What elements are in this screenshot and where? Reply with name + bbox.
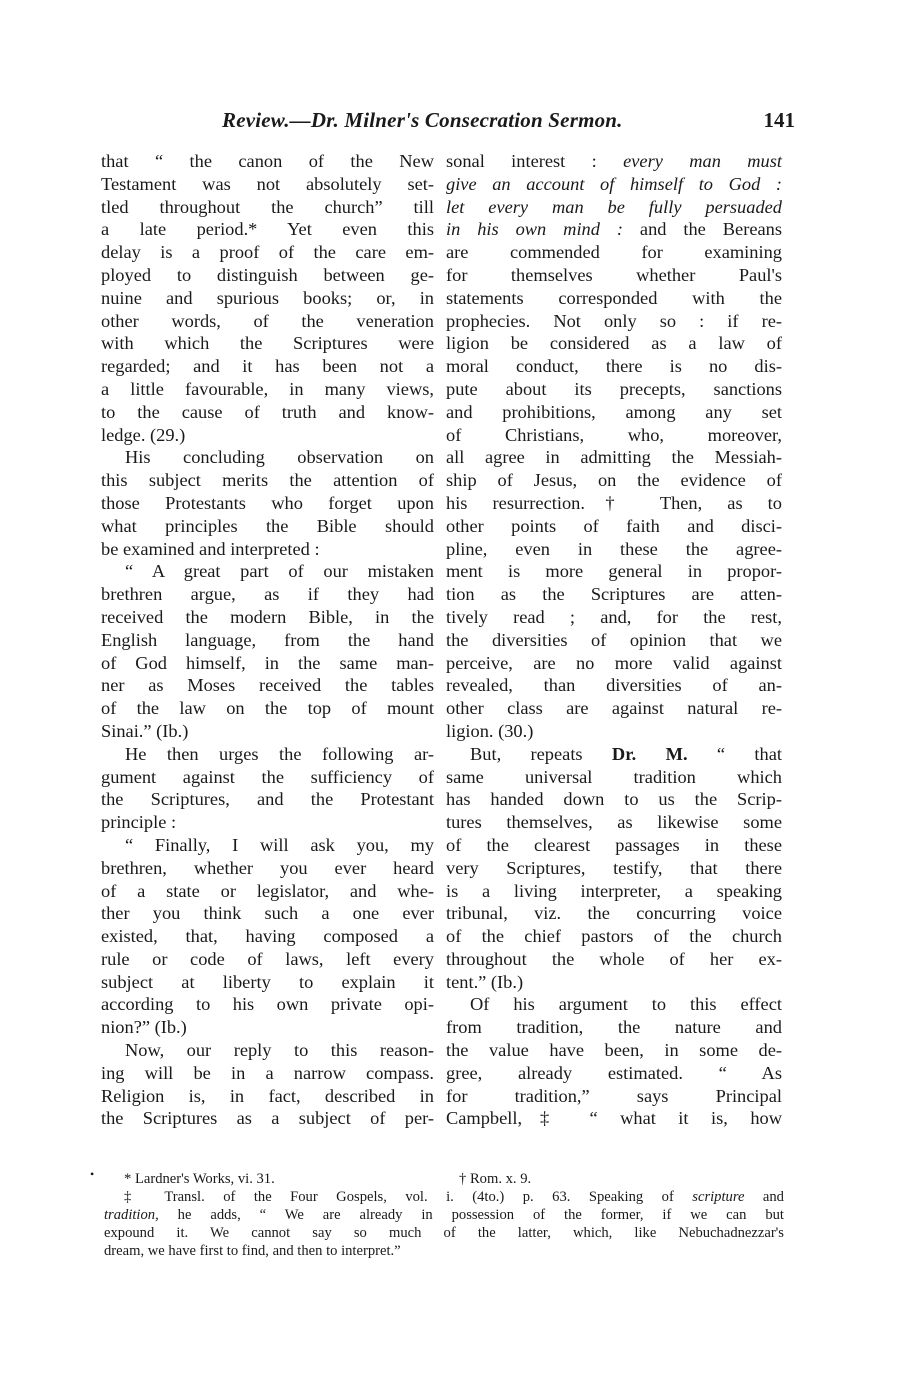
- text-span: throughout the whole of her ex-: [446, 948, 782, 969]
- text-span: Campbell,‡ “ what it is, how: [446, 1108, 782, 1129]
- footnote-line: [104, 1206, 784, 1224]
- footnote-1: * Lardner's Works, vi. 31.: [124, 1171, 275, 1187]
- text-line: gument against the sufficiency of: [101, 766, 434, 787]
- footnote-row: [104, 1170, 784, 1188]
- text-line: existed, that, having composed a: [101, 926, 434, 947]
- text-span: ligion. (30.): [446, 720, 534, 741]
- text-line: [446, 743, 782, 766]
- footnote-line: [104, 1188, 784, 1206]
- text-line: [446, 1016, 782, 1039]
- text-line: [446, 287, 782, 310]
- italic-text: let every man be fully persuaded: [446, 196, 782, 217]
- text-line: [446, 560, 782, 583]
- italic-text: tradition: [104, 1207, 156, 1223]
- text-span: tent.” (Ib.): [446, 971, 524, 992]
- italic-text: give an account of himself to God :: [446, 173, 782, 194]
- text-line: [446, 150, 782, 173]
- page-header: [100, 108, 795, 140]
- text-span: tures themselves, as likewise some: [446, 812, 782, 833]
- page-number: 141: [763, 108, 795, 132]
- text-line: of the law on the top of mount: [101, 698, 434, 719]
- text-span: tion as the Scriptures are atten-: [446, 584, 782, 605]
- text-line: Religion is, in fact, described in: [101, 1085, 434, 1106]
- text-line: [446, 378, 782, 401]
- text-line: [446, 971, 782, 994]
- text-line: [446, 902, 782, 925]
- text-line: ther you think such a one ever: [101, 903, 434, 924]
- text-line: [446, 697, 782, 720]
- text-line: to the cause of truth and know-: [101, 401, 434, 422]
- text-line: [446, 880, 782, 903]
- text-span: “ that: [687, 743, 782, 764]
- text-span: for themselves whether Paul's: [446, 264, 782, 285]
- text-span: the value have been, in some de-: [446, 1040, 782, 1061]
- text-line: rule or code of laws, left every: [101, 948, 434, 969]
- text-span: are commended for examining: [446, 242, 782, 263]
- text-line: [446, 811, 782, 834]
- text-line: received the modern Bible, in the: [101, 606, 434, 627]
- text-span: for tradition,” says Principal: [446, 1085, 782, 1106]
- text-line: of a state or legislator, and whe-: [101, 880, 434, 901]
- text-line: [446, 492, 782, 515]
- text-line: [446, 652, 782, 675]
- text-line: [446, 218, 782, 241]
- text-span: has handed down to us the Scrip-: [446, 789, 782, 810]
- text-line: [446, 993, 782, 1016]
- text-line: [446, 788, 782, 811]
- text-line: [446, 241, 782, 264]
- text-line: [446, 424, 782, 447]
- text-span: moral conduct, there is no dis-: [446, 356, 782, 377]
- text-line: a little favourable, in many views,: [101, 378, 434, 399]
- running-title: Review.—Dr. Milner's Consecration Sermon.: [222, 108, 623, 132]
- text-line: ner as Moses received the tables: [101, 675, 434, 696]
- text-line: nion?” (Ib.): [101, 1017, 187, 1038]
- text-span: ment is more general in propor-: [446, 561, 782, 582]
- text-line: [446, 857, 782, 880]
- text-span: ‡ Transl. of the Four Gospels, vol. i. (4to.) p. 63. Speaking of: [124, 1189, 693, 1205]
- text-line: [446, 538, 782, 561]
- footnotes: [104, 1170, 784, 1260]
- text-line: of God himself, in the same man-: [101, 652, 434, 673]
- text-line: [446, 196, 782, 219]
- text-line: what principles the Bible should: [101, 515, 434, 536]
- text-span: same universal tradition which: [446, 766, 782, 787]
- text-line: the Scriptures as a subject of per-: [101, 1108, 434, 1129]
- text-span: But, repeats: [470, 743, 612, 764]
- text-line: tled throughout the church” till: [101, 196, 434, 217]
- text-line: [446, 629, 782, 652]
- text-span: other class are against natural re-: [446, 698, 782, 719]
- text-line: ledge. (29.): [101, 424, 186, 445]
- text-line: [446, 1107, 782, 1130]
- italic-text: scripture: [692, 1189, 745, 1205]
- text-line: principle :: [101, 812, 177, 833]
- text-line: [446, 332, 782, 355]
- footnote-2: † Rom. x. 9.: [459, 1171, 532, 1187]
- text-line: “ A great part of our mistaken: [125, 561, 434, 582]
- text-line: English language, from the hand: [101, 629, 434, 650]
- text-span: sonal interest :: [446, 151, 624, 171]
- text-span: Of his argument to this effect: [470, 994, 782, 1015]
- footnote-line: [104, 1224, 784, 1242]
- left-column: [101, 150, 434, 1130]
- text-span: dream, we have first to find, and then to interpret.”: [104, 1243, 401, 1259]
- text-span: tribunal, viz. the concurring voice: [446, 903, 782, 924]
- footnote-line: [104, 1242, 784, 1260]
- text-line: other words, of the veneration: [101, 310, 434, 331]
- text-line: Sinai.” (Ib.): [101, 720, 189, 741]
- text-line: Now, our reply to this reason-: [125, 1040, 434, 1061]
- text-span: other points of faith and disci-: [446, 515, 782, 536]
- text-span: very Scriptures, testify, that there: [446, 857, 782, 878]
- text-span: gree, already estimated. “ As: [446, 1062, 782, 1083]
- text-span: from tradition, the nature and: [446, 1017, 782, 1038]
- text-line: [446, 583, 782, 606]
- text-line: the Scriptures, and the Protestant: [101, 789, 434, 810]
- text-line: “ Finally, I will ask you, my: [125, 834, 434, 855]
- text-line: that “ the canon of the New: [101, 151, 434, 171]
- margin-mark: •: [90, 1167, 95, 1181]
- text-line: [446, 948, 782, 971]
- text-span: tively read ; and, for the rest,: [446, 606, 782, 627]
- text-line: [446, 925, 782, 948]
- text-span: all agree in admitting the Messiah-: [446, 447, 782, 468]
- text-span: perceive, are no more valid against: [446, 652, 782, 673]
- text-line: nuine and spurious books; or, in: [101, 287, 434, 308]
- text-span: pline, even in these the agree-: [446, 538, 782, 559]
- text-line: [446, 606, 782, 629]
- text-line: Testament was not absolutely set-: [101, 173, 434, 194]
- text-line: ing will be in a narrow compass.: [101, 1062, 434, 1083]
- text-line: those Protestants who forget upon: [101, 492, 434, 513]
- text-line: regarded; and it has been not a: [101, 356, 434, 377]
- text-line: with which the Scriptures were: [101, 333, 434, 354]
- text-line: [446, 1062, 782, 1085]
- text-span: of the clearest passages in these: [446, 834, 782, 855]
- text-span: and: [744, 1189, 784, 1205]
- text-line: be examined and interpreted :: [101, 538, 320, 559]
- text-line: [446, 834, 782, 857]
- text-line: [446, 173, 782, 196]
- italic-text: every man must: [623, 151, 782, 171]
- text-line: [446, 469, 782, 492]
- bold-text: Dr. M.: [611, 743, 688, 764]
- text-span: ligion be considered as a law of: [446, 333, 782, 354]
- text-span: ship of Jesus, on the evidence of: [446, 470, 782, 491]
- text-line: brethren argue, as if they had: [101, 584, 434, 605]
- italic-text: in his own mind :: [446, 219, 623, 240]
- text-span: statements corresponded with the: [446, 287, 782, 308]
- text-line: a late period.* Yet even this: [101, 219, 434, 240]
- text-line: [446, 720, 782, 743]
- text-span: pute about its precepts, sanctions: [446, 378, 782, 399]
- text-span: of the chief pastors of the church: [446, 926, 782, 947]
- text-line: subject at liberty to explain it: [101, 971, 434, 992]
- text-line: [446, 674, 782, 697]
- text-line: [446, 310, 782, 333]
- text-line: this subject merits the attention of: [101, 470, 434, 491]
- text-span: and the Bereans: [623, 219, 782, 240]
- text-line: [446, 264, 782, 287]
- text-span: revealed, than diversities of an-: [446, 675, 782, 696]
- text-line: brethren, whether you ever heard: [101, 857, 434, 878]
- text-span: expound it. We cannot say so much of the latter, which, like Nebuchadnezzar's: [104, 1225, 784, 1241]
- text-span: prophecies. Not only so : if re-: [446, 310, 782, 331]
- text-span: of Christians, who, moreover,: [446, 424, 782, 445]
- text-line: [446, 766, 782, 789]
- text-line: [446, 1039, 782, 1062]
- right-column: [446, 150, 782, 1130]
- text-span: , he adds, “ We are already in possession of the former, if we can but: [155, 1207, 784, 1223]
- text-line: delay is a proof of the care em-: [101, 242, 434, 263]
- text-line: ployed to distinguish between ge-: [101, 264, 434, 285]
- text-span: his resurrection.† Then, as to: [446, 492, 782, 513]
- text-line: [446, 446, 782, 469]
- text-span: is a living interpreter, a speaking: [446, 880, 782, 901]
- text-span: the diversities of opinion that we: [446, 629, 782, 650]
- text-line: He then urges the following ar-: [125, 743, 434, 764]
- footnote-3: [104, 1188, 784, 1260]
- text-line: [446, 401, 782, 424]
- text-line: [446, 1085, 782, 1108]
- text-line: according to his own private opi-: [101, 994, 434, 1015]
- text-span: and prohibitions, among any set: [446, 401, 782, 422]
- text-line: His concluding observation on: [125, 447, 434, 468]
- text-line: [446, 355, 782, 378]
- text-line: [446, 515, 782, 538]
